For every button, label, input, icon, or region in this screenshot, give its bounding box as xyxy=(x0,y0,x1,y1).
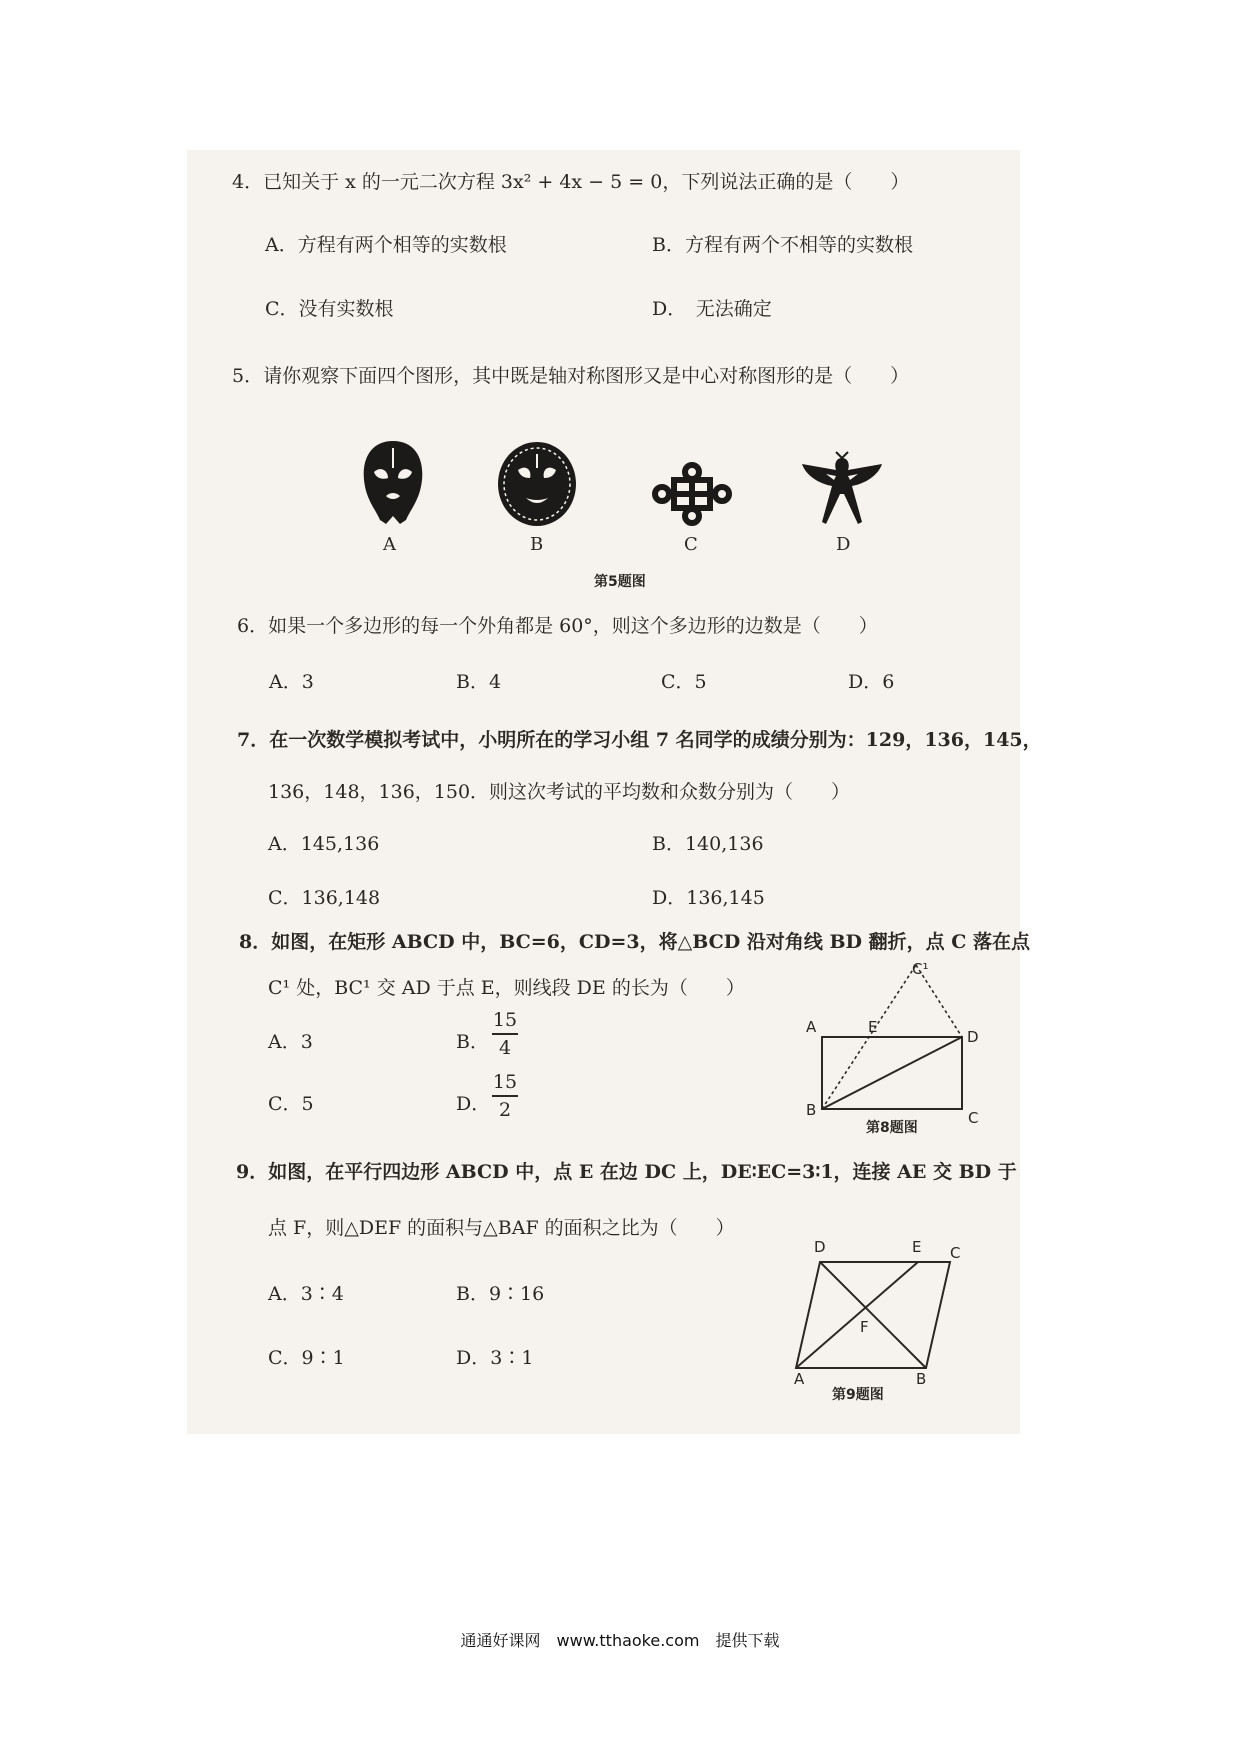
q8-figure-caption: 第8题图 xyxy=(866,1120,918,1136)
q5-label-c: C xyxy=(684,534,698,555)
q5-stem: 5．请你观察下面四个图形，其中既是轴对称图形又是中心对称图形的是（ ） xyxy=(232,365,910,387)
q5-figure-d xyxy=(796,450,888,530)
q5-label-a: A xyxy=(383,534,396,555)
q9-label-b: B xyxy=(916,1370,927,1388)
q9-stem-line1: 9．如图，在平行四边形 ABCD 中，点 E 在边 DC 上，DE∶EC=3∶1，连接 AE 交 BD 于 xyxy=(236,1161,1017,1183)
q7-stem-line1: 7．在一次数学模拟考试中，小明所在的学习小组 7 名同学的成绩分别为：129，136，145， xyxy=(237,729,1042,751)
q9-label-f: F xyxy=(860,1318,869,1336)
q5-figure-b xyxy=(496,440,578,528)
q8-option-c: C．5 xyxy=(268,1093,314,1115)
q9-label-d: D xyxy=(814,1238,826,1256)
q9-figure-parallelogram xyxy=(790,1250,970,1380)
q8-label-b: B xyxy=(806,1101,817,1119)
q8-option-d-denominator: 2 xyxy=(498,1099,512,1121)
q4-option-a: A．方程有两个相等的实数根 xyxy=(265,234,507,256)
q8-option-b-numerator: 15 xyxy=(492,1008,518,1035)
q5-label-d: D xyxy=(836,534,851,555)
q5-figure-c xyxy=(652,462,732,526)
q6-stem: 6．如果一个多边形的每一个外角都是 60°，则这个多边形的边数是（ ） xyxy=(237,615,878,637)
q8-option-b-fraction xyxy=(492,1008,518,1060)
q4-option-d: D． 无法确定 xyxy=(652,298,772,320)
q8-option-d-numerator: 15 xyxy=(492,1070,518,1097)
q8-stem-line2: C¹ 处，BC¹ 交 AD 于点 E，则线段 DE 的长为（ ） xyxy=(268,977,745,999)
q9-figure-caption: 第9题图 xyxy=(832,1387,884,1403)
q7-option-a: A．145,136 xyxy=(268,833,380,855)
q8-option-d-fraction xyxy=(492,1070,518,1122)
q9-label-e: E xyxy=(912,1238,922,1256)
q8-option-a: A．3 xyxy=(268,1031,313,1053)
q8-option-b-label: B． xyxy=(456,1031,489,1053)
q9-option-b: B．9∶16 xyxy=(456,1283,545,1305)
q8-label-c1: C¹ xyxy=(912,960,929,978)
q8-label-e: E xyxy=(868,1018,878,1036)
q7-stem-line2: 136，148，136，150．则这次考试的平均数和众数分别为（ ） xyxy=(268,781,851,803)
q5-figure-a xyxy=(358,438,428,528)
q8-option-b-denominator: 4 xyxy=(498,1037,512,1059)
q6-option-c: C．5 xyxy=(661,671,707,693)
q6-option-b: B．4 xyxy=(456,671,502,693)
q9-option-d: D．3∶1 xyxy=(456,1347,534,1369)
q8-label-c: C xyxy=(968,1109,979,1127)
footer-download-note: 通通好课网 www.tthaoke.com 提供下载 xyxy=(460,1631,780,1650)
q5-label-b: B xyxy=(530,534,544,555)
q9-label-c: C xyxy=(950,1244,961,1262)
q7-option-b: B．140,136 xyxy=(652,833,764,855)
q4-option-b: B．方程有两个不相等的实数根 xyxy=(652,234,913,256)
q7-option-c: C．136,148 xyxy=(268,887,381,909)
q8-label-d: D xyxy=(967,1028,979,1046)
q9-option-a: A．3∶4 xyxy=(268,1283,344,1305)
q4-option-c: C．没有实数根 xyxy=(265,298,394,320)
q7-option-d: D．136,145 xyxy=(652,887,765,909)
q6-option-a: A．3 xyxy=(269,671,314,693)
q9-stem-line2: 点 F，则△DEF 的面积与△BAF 的面积之比为（ ） xyxy=(268,1217,735,1239)
q4-stem: 4．已知关于 x 的一元二次方程 3x² + 4x − 5 = 0，下列说法正确的是（ ） xyxy=(232,171,910,193)
q8-label-a: A xyxy=(806,1018,817,1036)
q9-option-c: C．9∶1 xyxy=(268,1347,345,1369)
q8-stem-line1: 8．如图，在矩形 ABCD 中，BC=6，CD=3，将△BCD 沿对角线 BD 翻折，点 C 落在点 xyxy=(239,931,1030,953)
q8-option-d-label: D． xyxy=(456,1093,491,1115)
q9-label-a: A xyxy=(794,1370,805,1388)
q5-figure-caption: 第5题图 xyxy=(594,574,646,590)
q6-option-d: D．6 xyxy=(848,671,895,693)
